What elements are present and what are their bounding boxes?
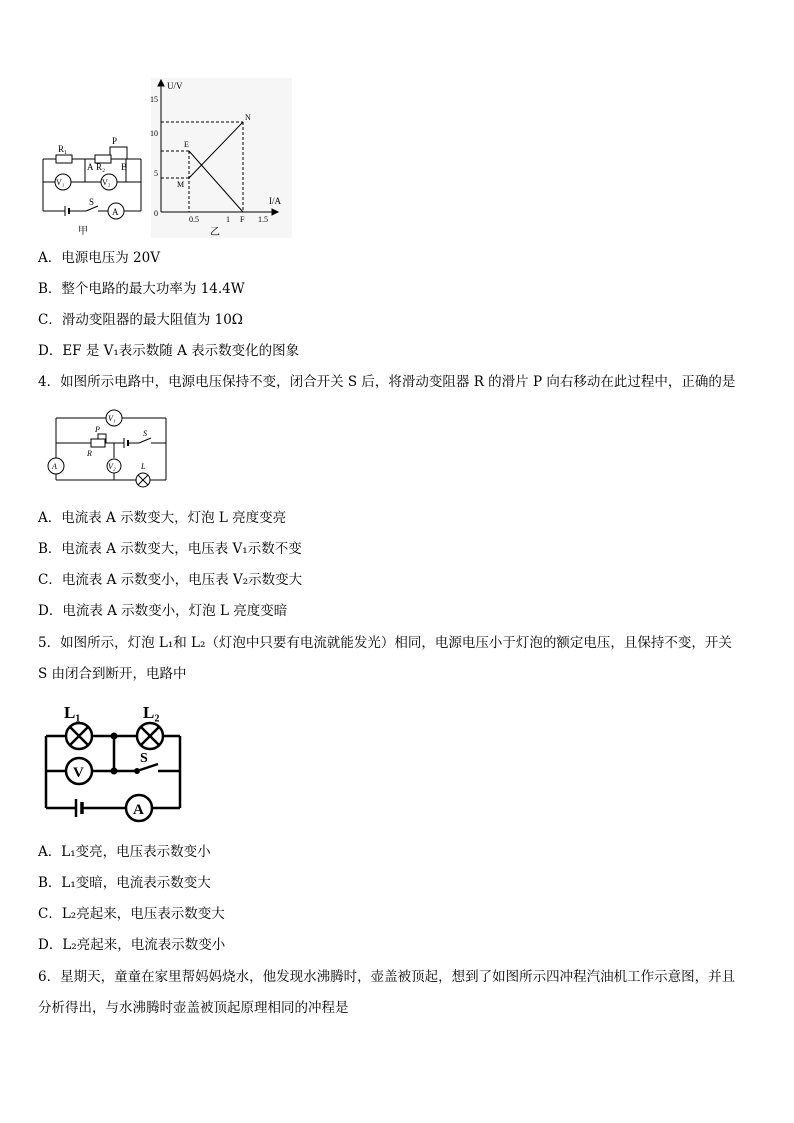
label-v1: V₁: [108, 414, 116, 423]
label-l1: L₁: [64, 703, 81, 722]
label-s: S: [143, 429, 147, 438]
q5-option-a: A．L₁变亮，电压表示数变小: [38, 844, 211, 860]
label-l: L: [141, 462, 146, 471]
x-tick-1-5: 1.5: [258, 215, 268, 224]
label-a: A: [133, 802, 144, 818]
label-s: S: [140, 751, 148, 766]
label-p: P: [95, 425, 100, 434]
label-s: S: [89, 197, 95, 207]
label-b: B: [121, 162, 128, 172]
label-a: A: [52, 462, 57, 471]
rheostat-r: [91, 439, 105, 447]
q4-option-b: B．电流表 A 示数变大，电压表 V₁示数不变: [38, 541, 302, 557]
label-l2: L₂: [143, 703, 160, 722]
label-v1: V₁: [56, 178, 65, 187]
q5-stem-line2: S 由闭合到断开，电路中: [38, 666, 187, 682]
label-p: P: [112, 136, 118, 146]
q5-stem-line1: 5．如图所示，灯泡 L₁和 L₂（灯泡中只要有电流就能发光）相同，电源电压小于灯泡的额定电压，且保持不变，开关: [38, 635, 732, 651]
q3-option-a: A．电源电压为 20V: [38, 250, 160, 266]
q4-option-d: D．电流表 A 示数变小，灯泡 L 亮度变暗: [38, 603, 288, 619]
label-v2: V₂: [108, 462, 116, 471]
x-tick-0-5: 0.5: [189, 215, 199, 224]
y-tick-0: 0: [154, 209, 158, 218]
y-tick-10: 10: [150, 129, 158, 138]
q5-figure: [40, 698, 190, 828]
q3-figure-svg: [38, 76, 294, 240]
y-axis-label: U/V: [167, 81, 183, 91]
label-r: R: [87, 449, 92, 458]
x-tick-f: F: [240, 215, 245, 224]
q6-stem-line2: 分析得出，与水沸腾时壶盖被顶起原理相同的冲程是: [38, 1000, 349, 1016]
label-ammeter: A: [112, 207, 119, 217]
q6-stem-line1: 6．星期天，童童在家里帮妈妈烧水，他发现水沸腾时，壶盖被顶起，想到了如图所示四冲程汽油机工作示意图，并且: [38, 969, 736, 985]
point-m: M: [177, 180, 185, 189]
x-axis-label: I/A: [269, 196, 281, 206]
label-v: V: [73, 765, 84, 781]
q3-option-c: C．滑动变阻器的最大阻值为 10Ω: [38, 312, 243, 328]
q5-figure-svg: [40, 698, 190, 828]
y-tick-15: 15: [150, 95, 158, 104]
resistor-r1: [56, 155, 72, 163]
q5-option-c: C．L₂亮起来，电压表示数变大: [38, 906, 225, 922]
circuit-caption: 甲: [78, 226, 88, 237]
graph-caption: 乙: [210, 227, 220, 238]
q4-option-c: C．电流表 A 示数变小，电压表 V₂示数变大: [38, 572, 303, 588]
point-n: N: [245, 113, 251, 122]
q4-stem: 4．如图所示电路中，电源电压保持不变，闭合开关 S 后，将滑动变阻器 R 的滑片 P 向右移动在此过程中，正确的是: [38, 374, 736, 390]
q3-option-b: B．整个电路的最大功率为 14.4W: [38, 281, 245, 297]
q4-option-a: A．电流表 A 示数变大，灯泡 L 亮度变亮: [38, 510, 287, 526]
y-tick-5: 5: [154, 169, 158, 178]
label-r2: R₂: [96, 162, 106, 172]
q5-option-d: D．L₂亮起来，电流表示数变小: [38, 937, 226, 953]
q3-figure: [38, 76, 294, 240]
x-tick-1: 1: [226, 215, 230, 224]
q4-figure: [44, 406, 170, 492]
label-r1: R₁: [58, 144, 68, 154]
q3-option-d: D．EF 是 V₁表示数随 A 表示数变化的图象: [38, 343, 300, 359]
label-a: A: [87, 162, 94, 172]
q4-figure-svg: [44, 406, 170, 492]
q5-option-b: B．L₁变暗，电流表示数变大: [38, 875, 211, 891]
label-v2: V₂: [102, 178, 111, 187]
point-e: E: [184, 140, 189, 149]
